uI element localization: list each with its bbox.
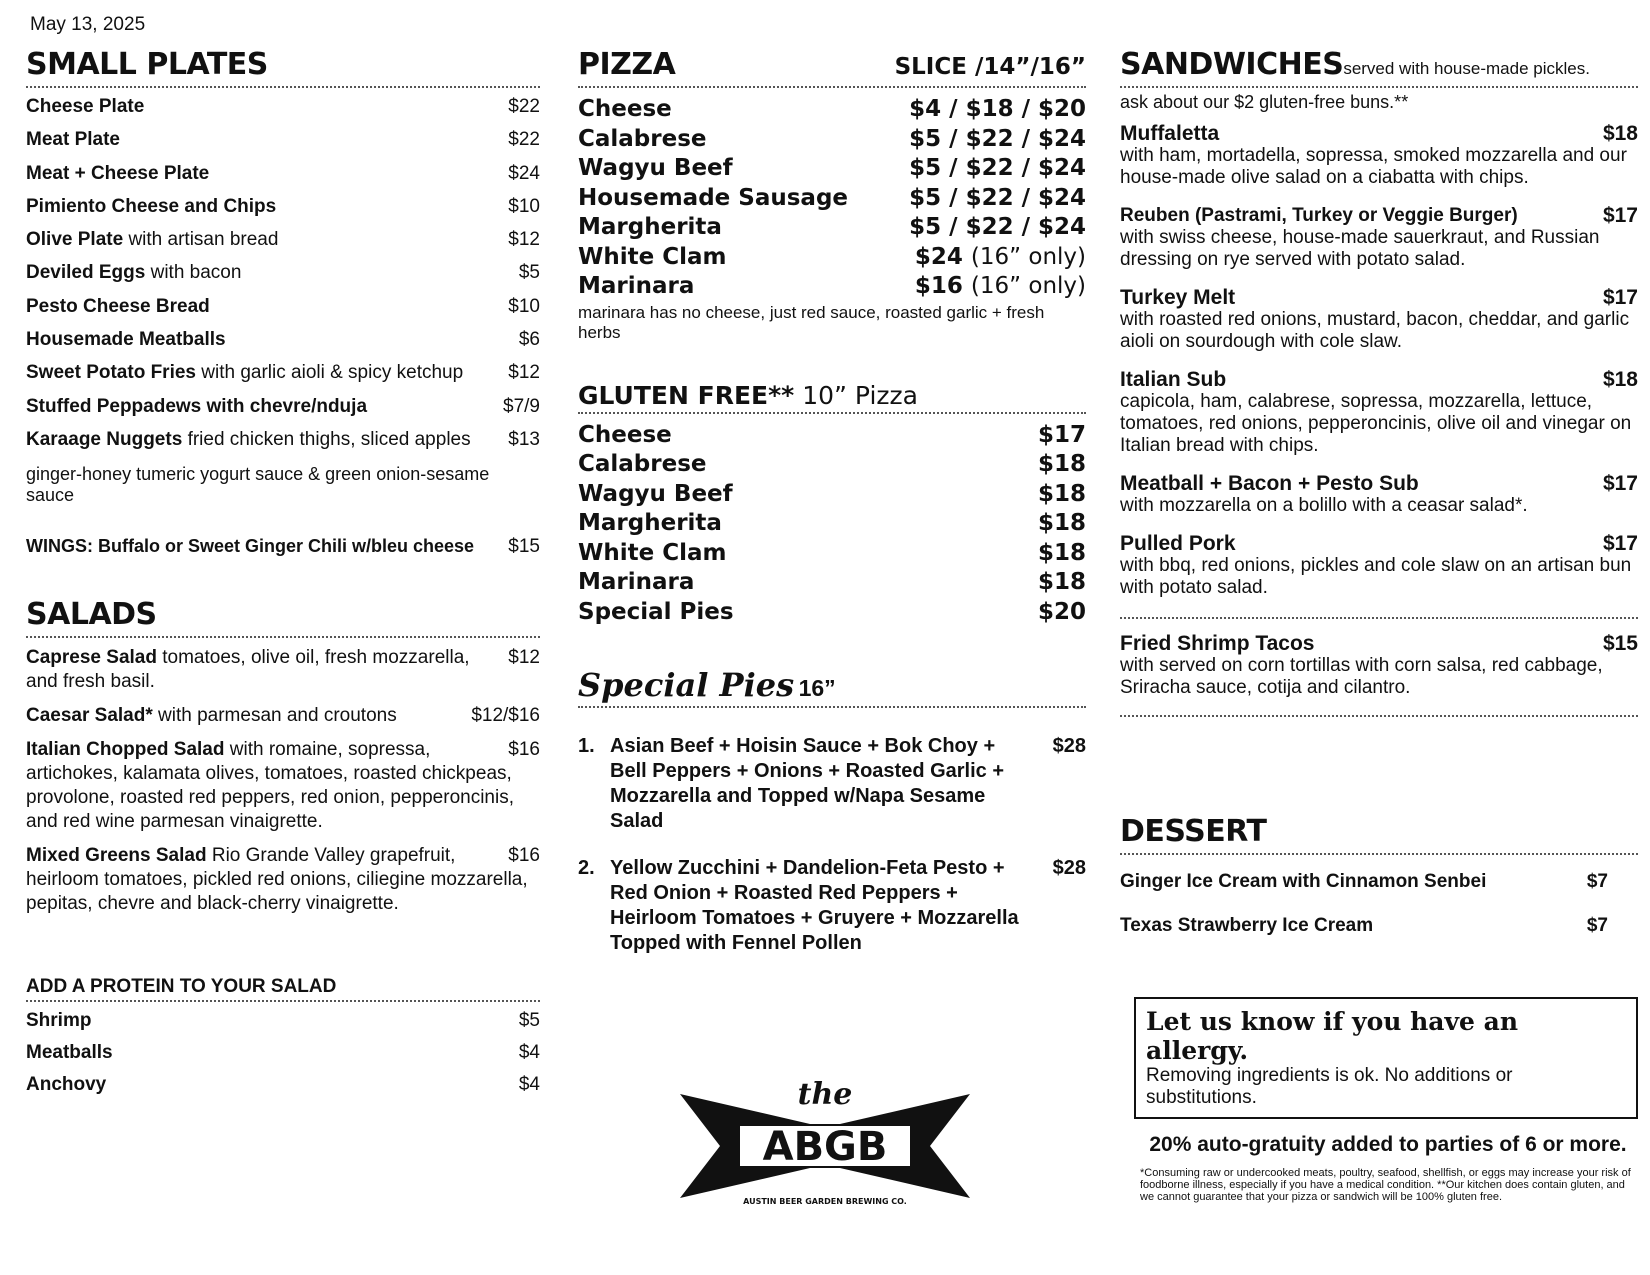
salad-item: Italian Chopped Salad with romaine, sopressa, $16 artichokes, kalamata olives, tomatoes, roasted chickpeas, provolone, roasted red peppers, red onion, pepperoncinis, and red wine parmesan vinaigrette. — [26, 739, 540, 833]
special-pies-header: Special Pies 16” — [578, 666, 836, 704]
dessert-item: Texas Strawberry Ice Cream $7 — [1120, 915, 1608, 936]
gf-buns-note: ask about our $2 gluten-free buns.** — [1120, 92, 1409, 112]
logo-abgb: ABGB — [762, 1124, 888, 1170]
karaage-note: ginger-honey tumeric yogurt sauce & green onion-sesame sauce — [26, 464, 490, 506]
menu-item: Meat + Cheese Plate $24 — [26, 162, 540, 184]
wings-item: WINGS: Buffalo or Sweet Ginger Chili w/bleu cheese $15 — [26, 536, 540, 558]
sandwich-item: Muffaletta $18 with ham, mortadella, sopressa, smoked mozzarella and our house-made olive salad on a ciabatta with chips. — [1120, 122, 1638, 188]
salads-heading: SALADS — [26, 597, 157, 633]
pizza-item: Cheese $4 / $18 / $20 — [578, 96, 1086, 122]
abgb-logo — [680, 1076, 970, 1206]
small-plates-list — [26, 96, 540, 462]
gf-item: Special Pies $20 — [578, 598, 1086, 625]
pizza-item: Calabrese $5 / $22 / $24 — [578, 125, 1086, 152]
allergy-box — [1134, 997, 1638, 1119]
salad-item: Caprese Salad tomatoes, olive oil, fresh mozzarella, $12 and fresh basil. — [26, 647, 540, 693]
menu-item: Deviled Eggs with bacon $5 — [26, 262, 540, 284]
divider — [26, 636, 540, 638]
divider — [1120, 853, 1638, 855]
menu-item: Stuffed Peppadews with chevre/nduja $7/9 — [26, 395, 540, 417]
gf-item: Marinara $18 — [578, 569, 1086, 595]
special-pie-item: 2. Yellow Zucchini + Dandelion-Feta Pesto + Red Onion + Roasted Red Peppers + Heirloom Tomatoes + Gruyere + Mozzarella Topped with Fennel Pollen $28 — [578, 857, 1086, 954]
pizza-list — [578, 96, 1086, 303]
gf-item: Calabrese $18 — [578, 451, 1086, 477]
small-plates-heading: SMALL PLATES — [26, 47, 268, 82]
menu-item: Sweet Potato Fries with garlic aioli & spicy ketchup $12 — [26, 362, 540, 384]
pizza-item: Marinara $16 (16” only) — [578, 273, 1086, 299]
sandwich-item: Turkey Melt $17 with roasted red onions, mustard, bacon, cheddar, and garlic aioli on sourdough with cole slaw. — [1120, 286, 1638, 352]
column-right — [1120, 47, 1638, 1203]
allergy-subtitle: Removing ingredients is ok. No additions or substitutions. — [1146, 1065, 1513, 1108]
menu-item: Housemade Meatballs $6 — [26, 329, 540, 351]
pizza-sizes: SLICE /14”/16” — [894, 54, 1086, 80]
salad-item: Mixed Greens Salad Rio Grande Valley grapefruit, $16 heirloom tomatoes, pickled red onions, ciliegine mozzarella, pepitas, chevre and black-cherry vinaigrette. — [26, 845, 540, 915]
marinara-note: marinara has no cheese, just red sauce, roasted garlic + fresh herbs — [578, 302, 1045, 342]
column-middle — [578, 47, 1086, 978]
gratuity-note: 20% auto-gratuity added to parties of 6 or more. — [1149, 1133, 1627, 1156]
divider — [578, 86, 1086, 88]
protein-item: Meatballs $4 — [26, 1042, 540, 1064]
special-pie-item: 1. Asian Beef + Hoisin Sauce + Bok Choy + Bell Peppers + Onions + Roasted Garlic + Mozzarella and Topped w/Napa Sesame Salad $28 — [578, 735, 1086, 832]
divider — [1120, 617, 1638, 619]
column-left — [26, 47, 540, 1106]
divider — [578, 412, 1086, 414]
divider — [1120, 715, 1638, 717]
logo-the: the — [797, 1077, 853, 1112]
pizza-item: White Clam $24 (16” only) — [578, 243, 1086, 270]
gf-item: White Clam $18 — [578, 539, 1086, 566]
menu-item: Pimiento Cheese and Chips $10 — [26, 195, 540, 217]
tacos-item: Fried Shrimp Tacos $15 with served on corn tortillas with corn salsa, red cabbage, Sriracha sauce, cotija and cilantro. — [1120, 632, 1638, 698]
pizza-item: Housemade Sausage $5 / $22 / $24 — [578, 184, 1086, 211]
protein-item: Shrimp $5 — [26, 1010, 540, 1032]
sandwich-item: Reuben (Pastrami, Turkey or Veggie Burger) $17 with swiss cheese, house-made sauerkraut, and Russian dressing on rye served with potato salad. — [1120, 204, 1638, 270]
logo-tagline: AUSTIN BEER GARDEN BREWING CO. — [743, 1197, 907, 1206]
menu-item: Pesto Cheese Bread $10 — [26, 295, 540, 317]
divider — [578, 706, 1086, 708]
pizza-item: Wagyu Beef $5 / $22 / $24 — [578, 155, 1086, 181]
divider — [1120, 86, 1638, 88]
menu-item: Meat Plate $22 — [26, 129, 540, 151]
gf-item: Margherita $18 — [578, 510, 1086, 536]
sandwich-item: Meatball + Bacon + Pesto Sub $17 with mozzarella on a bolillo with a ceasar salad*. — [1120, 472, 1638, 516]
menu-item: Karaage Nuggets fried chicken thighs, sliced apples $13 — [26, 428, 540, 450]
protein-item: Anchovy $4 — [26, 1074, 540, 1096]
gluten-free-header: GLUTEN FREE** 10” Pizza — [578, 380, 918, 410]
divider — [26, 86, 540, 88]
divider — [26, 1000, 540, 1002]
fine-print: *Consuming raw or undercooked meats, poultry, seafood, shellfish, or eggs may increase your risk of foodborne illness, especially if you have a medical condition. **Our kitchen does contain gluten, and we cannot guarantee that your pizza or sandwich will be 100% gluten free. — [1140, 1167, 1631, 1203]
pizza-header — [578, 47, 1086, 82]
menu-date: May 13, 2025 — [30, 14, 146, 35]
star-icon — [814, 1170, 836, 1191]
sandwich-item: Pulled Pork $17 with bbq, red onions, pickles and cole slaw on an artisan bun with potato salad. — [1120, 532, 1638, 598]
sandwich-item: Italian Sub $18 capicola, ham, calabrese, sopressa, mozzarella, lettuce, tomatoes, red onions, pepperoncinis, olive oil and vinegar on Italian bread with chips. — [1120, 368, 1638, 456]
protein-heading: ADD A PROTEIN TO YOUR SALAD — [26, 976, 337, 998]
pizza-item: Margherita $5 / $22 / $24 — [578, 214, 1086, 240]
pizza-heading: PIZZA — [578, 47, 676, 82]
menu-item: Olive Plate with artisan bread $12 — [26, 229, 540, 251]
gluten-free-list — [578, 422, 1086, 629]
gf-item: Cheese $17 — [578, 421, 1086, 448]
allergy-title: Let us know if you have an allergy. — [1146, 1007, 1519, 1065]
sandwiches-header: SANDWICHESserved with house-made pickles. — [1120, 47, 1590, 82]
gf-item: Wagyu Beef $18 — [578, 480, 1086, 507]
menu-item: Cheese Plate $22 — [26, 96, 540, 117]
salad-item: Caesar Salad* with parmesan and croutons $12/$16 — [26, 705, 540, 727]
dessert-heading: DESSERT — [1120, 814, 1267, 849]
dessert-item: Ginger Ice Cream with Cinnamon Senbei $7 — [1120, 871, 1608, 892]
